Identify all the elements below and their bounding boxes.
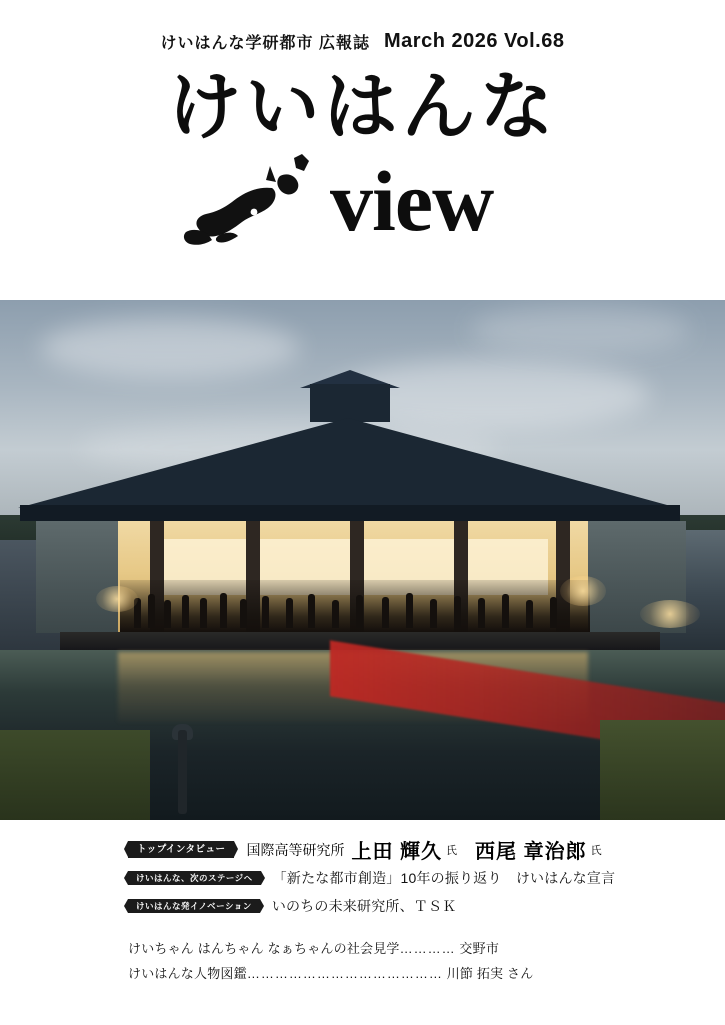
garden-lamp — [178, 730, 187, 814]
toc-text-next-stage: 「新たな都市創造」10年の振り返り けいはんな宣言 — [272, 870, 616, 886]
person — [332, 600, 339, 628]
toc-row-next-stage[interactable] — [128, 868, 615, 888]
toc-row-innovation[interactable] — [128, 896, 456, 916]
crowd — [120, 580, 590, 632]
cupola — [310, 384, 390, 422]
light-glow — [640, 600, 700, 628]
lawn-left — [0, 730, 150, 820]
pavilion-roof — [18, 418, 678, 508]
toc-line-value-2: 川節 拓実 さん — [442, 966, 534, 981]
japan-map-icon — [176, 152, 326, 272]
logo-title-en: view — [330, 153, 494, 249]
person — [356, 595, 363, 628]
lawn-right — [600, 720, 725, 820]
person — [430, 599, 437, 628]
toc-line-leader-2: …………………………………… — [246, 966, 443, 981]
cover-photo — [0, 300, 725, 820]
toc-line-value-1: 交野市 — [455, 941, 500, 956]
glass-wing-left — [36, 521, 118, 633]
cloud — [470, 306, 690, 354]
person — [406, 593, 413, 628]
toc-person-name-1: 上田 輝久 — [351, 841, 443, 863]
person — [148, 594, 155, 628]
toc-row-interview[interactable] — [128, 835, 620, 864]
person — [454, 596, 461, 628]
toc-person-name-2: 西尾 章治郎 — [475, 841, 587, 863]
issue-title-jp: けいはんな学研都市 広報誌 — [160, 35, 370, 52]
masthead — [0, 0, 725, 300]
toc-institute: 国際高等研究所 — [246, 841, 345, 858]
person — [550, 597, 557, 628]
person — [200, 598, 207, 628]
toc-tag-innovation: けいはんな発イノベーション — [128, 899, 260, 914]
toc-line-label-1: けいちゃん はんちゃん なぁちゃんの社会見学 — [128, 941, 400, 956]
toc-person-suffix-1: 氏 — [446, 844, 458, 857]
person — [262, 596, 269, 628]
person — [286, 598, 293, 628]
person — [502, 594, 509, 628]
toc-text-innovation: いのちの未来研究所、ＴＳＫ — [271, 898, 457, 914]
person — [526, 600, 533, 628]
person — [382, 597, 389, 628]
person — [308, 594, 315, 628]
issue-date-en: March 2026 Vol.68 — [384, 30, 565, 52]
person — [240, 599, 247, 628]
person — [220, 593, 227, 628]
toc-tag-next-stage: けいはんな、次のステージへ — [128, 871, 261, 886]
logo-title-jp: けいはんな — [167, 65, 558, 148]
person — [164, 600, 171, 628]
logo — [0, 65, 725, 270]
roof-eave — [20, 505, 680, 521]
toc-line-social-study[interactable] — [128, 938, 499, 957]
toc-person-suffix-2: 氏 — [590, 844, 602, 857]
person — [478, 598, 485, 628]
toc-line-people-encyclopedia[interactable] — [128, 963, 533, 982]
issue-line — [0, 30, 725, 53]
person — [182, 595, 189, 628]
toc-line-label-2: けいはんな人物図鑑 — [128, 966, 247, 981]
toc-line-leader-1: ………… — [399, 941, 456, 956]
cloud — [40, 318, 300, 378]
light-glow — [560, 576, 606, 606]
toc-tag-interview: トップインタビュー — [128, 841, 234, 859]
light-glow — [96, 586, 138, 612]
contents-block — [0, 820, 725, 1025]
